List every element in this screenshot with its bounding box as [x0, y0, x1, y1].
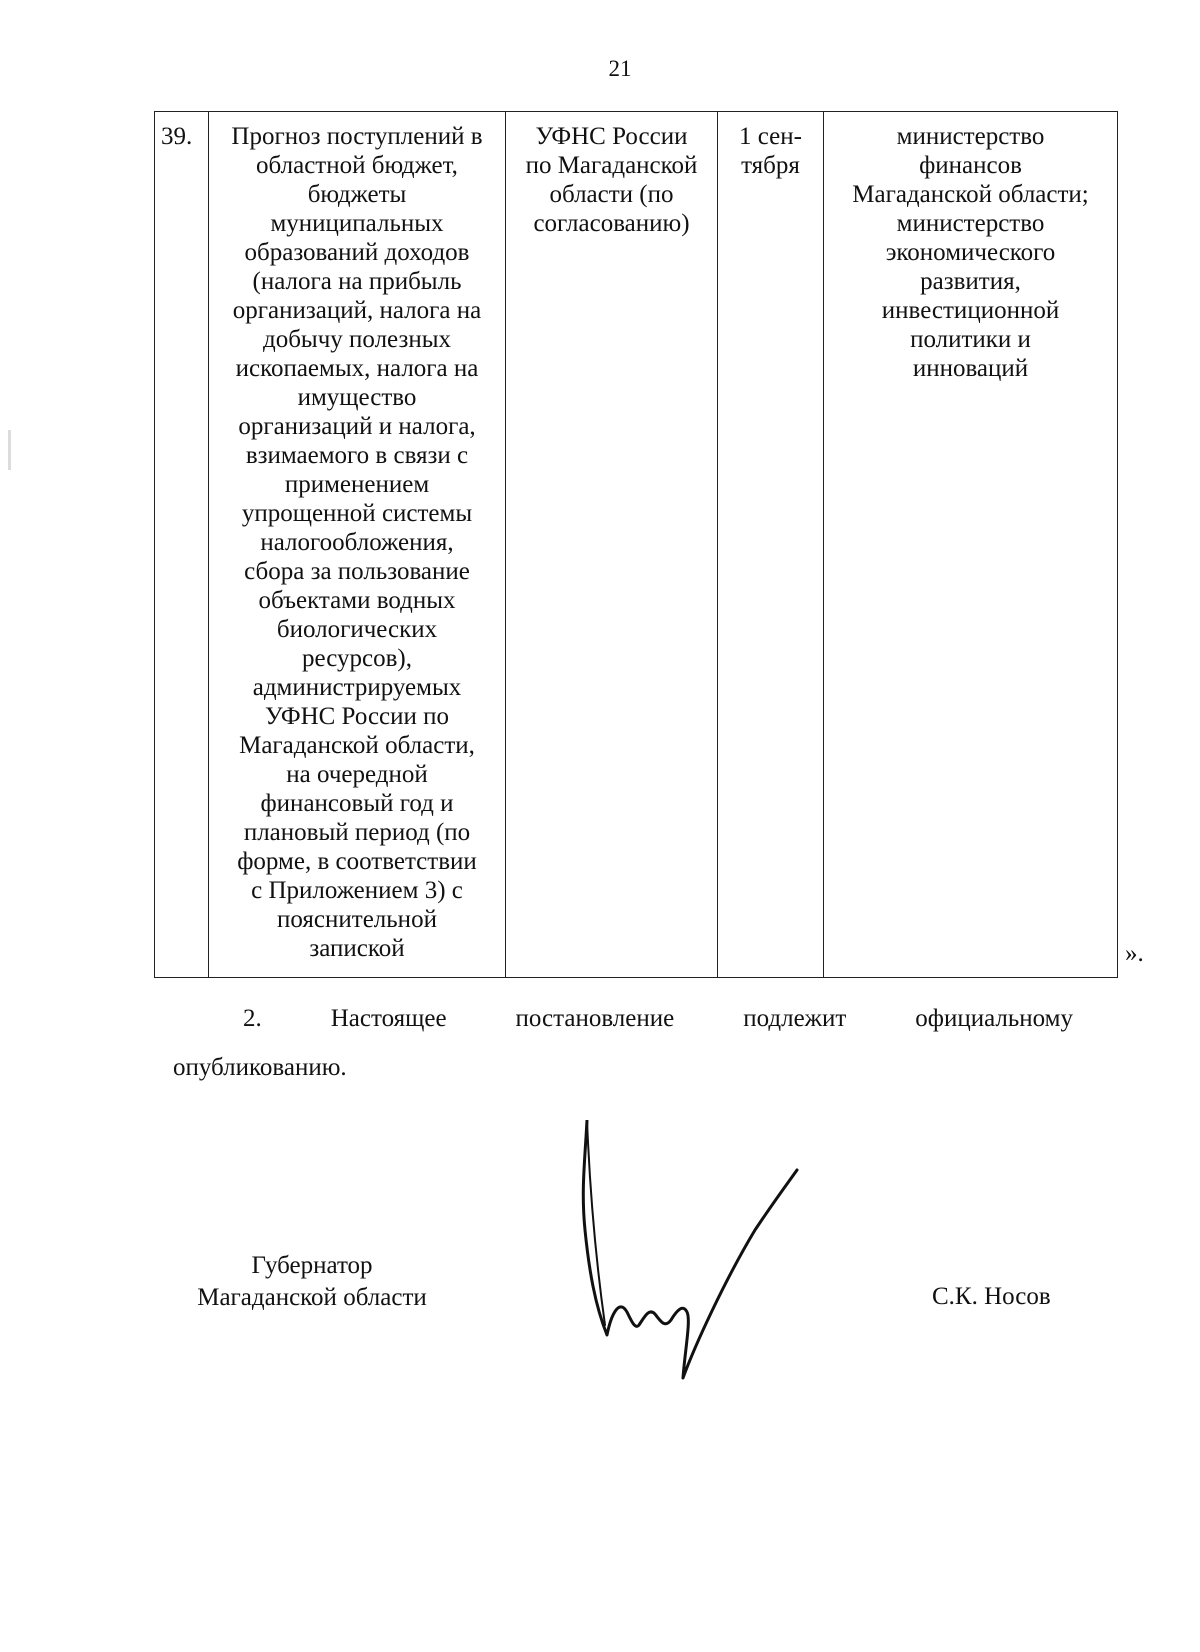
cell-line: взимаемого в связи с: [245, 442, 469, 469]
cell-line: организаций, налога на: [232, 297, 482, 324]
paragraph-line-2: опубликованию.: [173, 1054, 347, 1081]
cell-line: областной бюджет,: [256, 152, 458, 179]
cell-line: УФНС России по: [264, 703, 450, 730]
cell-line: тября: [741, 152, 800, 179]
paragraph-word: официальному: [915, 1005, 1074, 1032]
cell-line: Прогноз поступлений в: [231, 123, 483, 150]
page-number: 21: [608, 56, 632, 81]
cell-line: форме, в соответствии: [237, 848, 477, 875]
cell-line: УФНС России: [535, 123, 688, 150]
cell-line: муниципальных: [270, 210, 444, 237]
paragraph-word: постановление: [515, 1005, 675, 1032]
cell-line: финансовый год и: [260, 790, 454, 817]
closing-quote: ».: [1125, 940, 1144, 967]
cell-line: инвестиционной: [881, 297, 1060, 324]
cell-line: Магаданской области;: [852, 181, 1089, 208]
cell-line: упрощенной системы: [241, 500, 473, 527]
cell-line: налогообложения,: [260, 529, 454, 556]
cell-line: объектами водных: [258, 587, 456, 614]
signer-title-line: Губернатор: [251, 1252, 373, 1279]
table-row: [155, 112, 1118, 978]
margin-mark: [8, 430, 11, 470]
paragraph-line-1: [243, 1005, 1073, 1033]
cell-line: имущество: [297, 384, 417, 411]
cell-line: инноваций: [912, 355, 1029, 382]
cell-line: политики и: [910, 326, 1031, 353]
cell-line: биологических: [276, 616, 438, 643]
signer-name: С.К. Носов: [932, 1283, 1051, 1310]
cell-line: запиской: [309, 935, 405, 962]
recipient-cell: [824, 112, 1118, 978]
description-cell: [209, 112, 506, 978]
cell-line: бюджеты: [307, 181, 407, 208]
cell-line: пояснительной: [277, 906, 437, 933]
cell-line: (налога на прибыль: [252, 268, 462, 295]
cell-line: применением: [284, 471, 430, 498]
cell-line: Магаданской области,: [239, 732, 475, 759]
document-table: [154, 111, 1118, 978]
cell-line: развития,: [920, 268, 1021, 295]
cell-line: организаций и налога,: [238, 413, 476, 440]
cell-line: ископаемых, налога на: [235, 355, 479, 382]
responsible-cell: [506, 112, 718, 978]
signer-title-line: Магаданской области: [197, 1284, 427, 1311]
cell-line: с Приложением 3) с: [251, 877, 463, 904]
cell-line: добычу полезных: [262, 326, 452, 353]
cell-line: министерство: [896, 123, 1045, 150]
cell-line: экономического: [885, 239, 1056, 266]
handwritten-signature: [575, 1120, 815, 1380]
cell-line: финансов: [919, 152, 1022, 179]
cell-line: сбора за пользование: [244, 558, 470, 585]
deadline-cell: [718, 112, 824, 978]
row-number: 39.: [155, 112, 209, 978]
cell-line: плановый период (по: [243, 819, 471, 846]
cell-line: по Магаданской: [525, 152, 698, 179]
cell-line: администрируемых: [252, 674, 462, 701]
cell-line: 1 сен-: [739, 123, 802, 150]
cell-line: на очередной: [286, 761, 428, 788]
cell-line: согласованию): [533, 210, 690, 237]
paragraph-word: подлежит: [743, 1005, 847, 1032]
cell-line: ресурсов),: [302, 645, 412, 672]
cell-line: области (по: [549, 181, 674, 208]
paragraph-word: 2. Настоящее: [243, 1005, 447, 1032]
signer-title: [172, 1250, 452, 1314]
cell-line: министерство: [896, 210, 1045, 237]
cell-line: образований доходов: [244, 239, 470, 266]
